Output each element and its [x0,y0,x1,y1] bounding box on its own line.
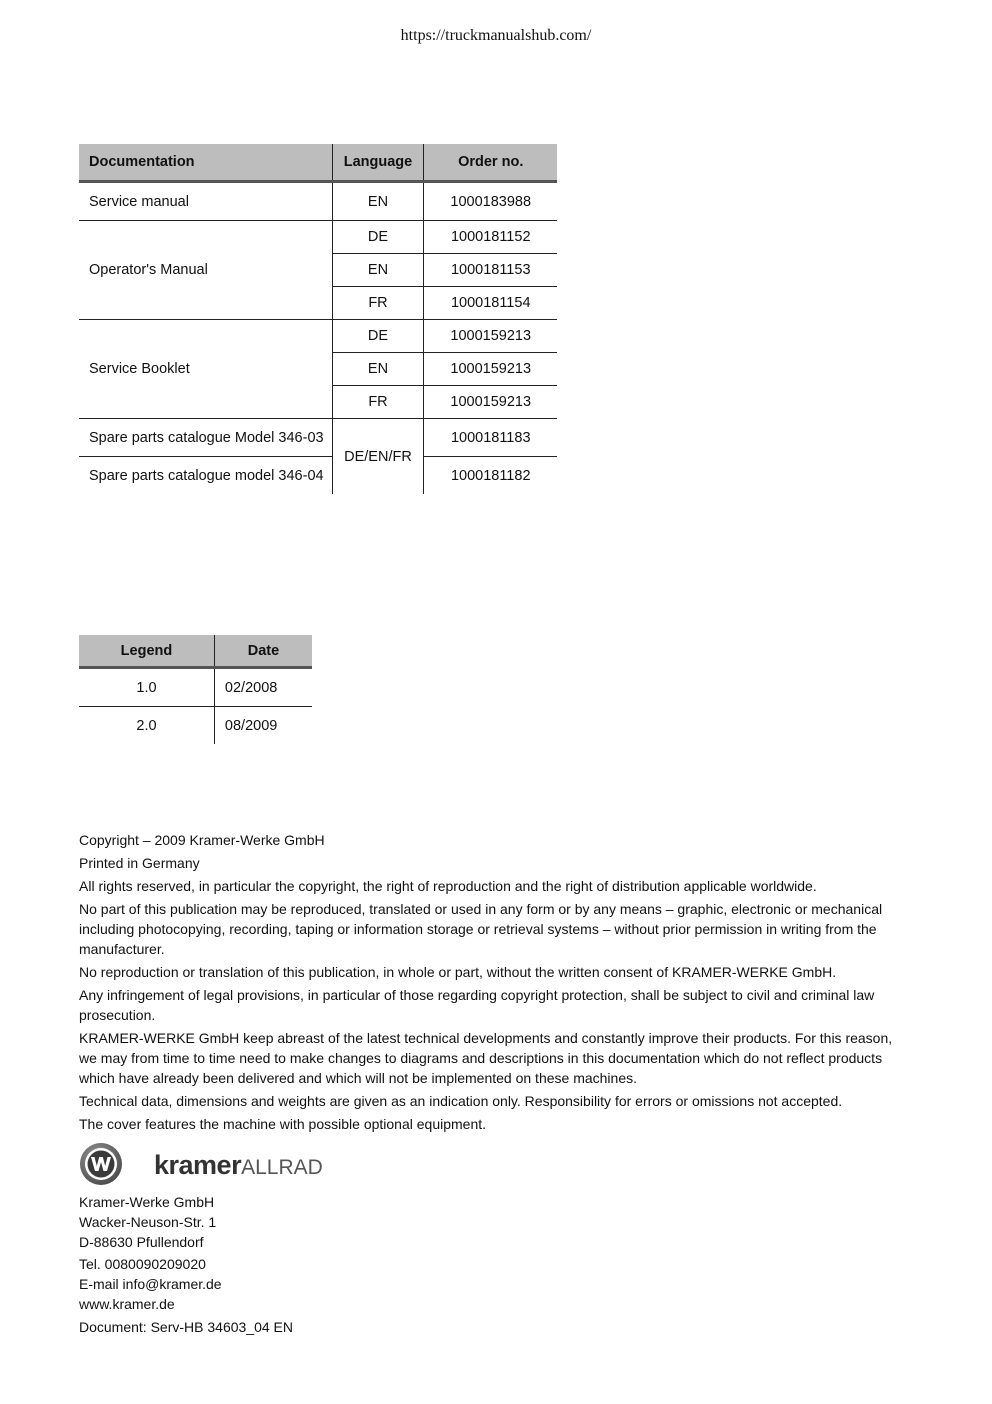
rights-paragraph: Technical data, dimensions and weights are given as an indication only. Responsibility for errors or omissions not accepted. [79,1093,843,1109]
copyright-line: Copyright – 2009 Kramer-Werke GmbH [79,832,325,848]
doc-order-no: 1000181182 [450,467,531,484]
doc-order-no: 1000183988 [424,182,557,221]
table-row [79,320,557,353]
doc-name: Spare parts catalogue model 346-04 [79,457,332,495]
brand-main: kramer [154,1150,242,1180]
doc-order-no: 1000181154 [424,287,557,320]
table-row [79,182,557,221]
rights-paragraph: Any infringement of legal provisions, in particular of those regarding copyright protection, shall be subject to civil and criminal law prosecution. [79,987,875,1023]
header-date: Date [214,635,312,668]
doc-language: DE [332,320,424,353]
legend-date: 02/2008 [214,668,312,707]
header-language: Language [332,144,424,182]
rights-paragraph: The cover features the machine with possible optional equipment. [79,1116,487,1132]
brand-wordmark [154,1150,323,1181]
doc-language: EN [332,182,424,221]
doc-name: Spare parts catalogue Model 346-03 [79,419,332,457]
telephone: Tel. 0080090209020 [79,1256,206,1272]
doc-name: Service manual [79,182,332,221]
legend-version: 2.0 [79,707,214,745]
doc-order-no: 1000159213 [424,386,557,419]
street: Wacker-Neuson-Str. 1 [79,1214,217,1230]
table-row [79,668,312,707]
rights-paragraph: No part of this publication may be reproduced, translated or used in any form or by any means – graphic, electronic or mechanical including photocopying, recording, taping or information storage or retrieval systems – without prior permission in writing from the manufacturer. [79,901,883,957]
table-row [79,419,557,457]
rights-paragraph: No reproduction or translation of this publication, in whole or part, without the written consent of KRAMER-WERKE GmbH. [79,964,837,980]
doc-language: DE/EN/FR [332,419,424,495]
website[interactable]: www.kramer.de [79,1296,175,1312]
company-logo [79,1142,339,1188]
header-documentation: Documentation [79,144,332,182]
legend-date: 08/2009 [224,717,278,734]
table-header-row [79,635,312,668]
legend-version: 1.0 [79,668,214,707]
doc-language: FR [332,386,424,419]
legend-table [79,635,312,744]
table-row [79,457,557,495]
doc-name: Service Booklet [79,320,332,419]
doc-order-no: 1000181152 [424,221,557,254]
header-url[interactable]: https://truckmanualshub.com/ [400,27,592,44]
company-name: Kramer-Werke GmbH [79,1194,215,1210]
doc-name: Operator's Manual [79,221,332,320]
rights-paragraph: All rights reserved, in particular the copyright, the right of reproduction and the right of distribution applicable worldwide. [79,878,817,894]
table-header-row [79,144,557,182]
brand-sub: ALLRAD [241,1156,323,1179]
rights-paragraph: KRAMER-WERKE GmbH keep abreast of the latest technical developments and constantly improve their products. For this reason, we may from time to time need to make changes to diagrams and descriptions in this documentation which do not reflect products which have already been delivered and which will not be implemented on these machines. [79,1030,893,1086]
doc-language: EN [332,353,424,386]
copyright-notice [79,830,909,1137]
document-id: Document: Serv-HB 34603_04 EN [79,1319,293,1335]
doc-language: FR [332,287,424,320]
table-row [79,221,557,254]
doc-order-no: 1000159213 [424,320,557,353]
email[interactable]: E-mail info@kramer.de [79,1276,222,1292]
header-legend: Legend [79,635,214,668]
doc-order-no: 1000181183 [424,419,557,457]
documentation-table [79,144,557,494]
company-address [79,1192,293,1337]
wacker-neuson-w-emblem-icon [79,1142,123,1186]
city: D-88630 Pfullendorf [79,1234,204,1250]
header-order-no: Order no. [424,144,557,182]
table-row [79,707,312,745]
doc-order-no: 1000159213 [424,353,557,386]
printed-in: Printed in Germany [79,855,200,871]
doc-language: EN [332,254,424,287]
doc-order-no: 1000181153 [424,254,557,287]
doc-language: DE [332,221,424,254]
